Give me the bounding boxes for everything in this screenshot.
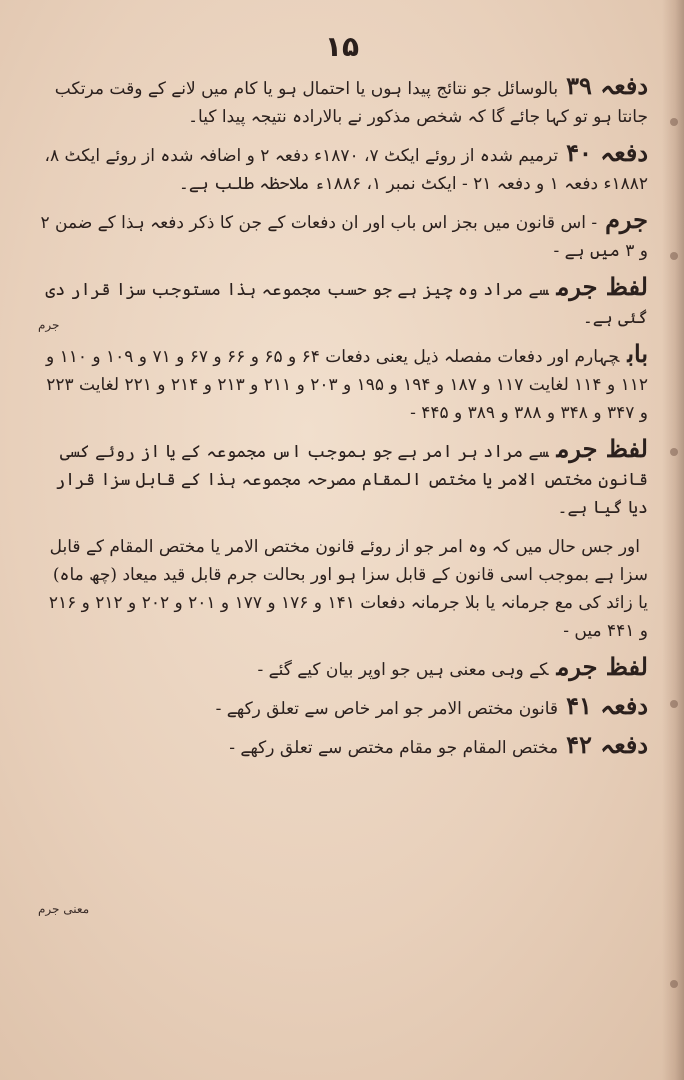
binding-hole xyxy=(670,118,678,126)
page-edge-shadow xyxy=(662,0,684,1080)
paragraph xyxy=(40,731,648,762)
paragraph-text: بالوسائل جو نتائج پیدا ہوں یا احتمال ہو یا کام میں لانے کے وقت مرتکب جانتا ہو تو کہا جائے گا کہ شخص مذکور نے بالارادہ نتیجہ پیدا کیا۔ xyxy=(54,79,648,127)
paragraph xyxy=(40,206,648,265)
binding-hole xyxy=(670,700,678,708)
binding-hole xyxy=(670,980,678,988)
paragraph xyxy=(40,692,648,723)
section-heading: لفظ جرم xyxy=(556,272,648,301)
paragraph-text: - اس قانون میں بجز اس باب اور ان دفعات کے جن کا ذکر دفعہ ہذا کے ضمن ۲ و ۳ میں ہے - xyxy=(40,213,648,261)
paragraph-text: سے مراد ہر امر ہے جو بموجب اس مجموعہ کے یا از روئے کسی قانون مختص الامر یا مختص المقام مصرحہ مجموعہ ہذا کے قابل سزا قرار دیا گیا ہے۔ xyxy=(55,442,648,518)
section-heading: باب xyxy=(627,339,648,368)
paragraph xyxy=(40,653,648,684)
binding-hole xyxy=(670,448,678,456)
margin-note: جرم xyxy=(38,318,60,332)
paragraph-text: سے مراد وہ چیز ہے جو حسب مجموعہ ہذا مستوجب سزا قرار دی گئی ہے۔ xyxy=(45,280,648,328)
section-heading: دفعہ ۴۱ xyxy=(566,691,648,720)
paragraph-text: مختص المقام جو مقام مختص سے تعلق رکھے - xyxy=(229,738,559,758)
paragraph xyxy=(40,530,648,645)
paragraph-text: کے وہی معنی ہیں جو اوپر بیان کیے گئے - xyxy=(257,660,549,680)
paragraph xyxy=(40,435,648,522)
paragraph-text: ترمیم شدہ از روئے ایکٹ ۷، ۱۸۷۰ء دفعہ ۲ و اضافہ شدہ از روئے ایکٹ ۸، ۱۸۸۲ء دفعہ ۱ و دفعہ ۲۱ - ایکٹ نمبر ۱، ۱۸۸۶ء ملاحظہ طلب ہے۔ xyxy=(44,146,648,194)
section-heading: لفظ جرم xyxy=(556,652,648,681)
binding-hole xyxy=(670,252,678,260)
paragraph-text: قانون مختص الامر جو امر خاص سے تعلق رکھے - xyxy=(215,699,559,719)
section-heading: جرم xyxy=(605,205,648,234)
page-number: ۱۵ xyxy=(324,30,360,63)
paragraph xyxy=(40,340,648,427)
paragraph xyxy=(40,139,648,198)
section-heading: دفعہ ۴۲ xyxy=(566,730,648,759)
section-heading: دفعہ ۴۰ xyxy=(566,138,648,167)
section-heading: دفعہ ۳۹ xyxy=(566,71,648,100)
paragraph xyxy=(40,72,648,131)
margin-note: معنی جرم xyxy=(38,902,90,916)
paragraph-text: چہارم اور دفعات مفصلہ ذیل یعنی دفعات ۶۴ و ۶۵ و ۶۶ و ۶۷ و ۷۱ و ۱۰۹ و ۱۱۰ و ۱۱۲ و ۱۱۴ لغایت ۱۱۷ و ۱۸۷ و ۱۹۴ و ۱۹۵ و ۲۰۳ و ۲۱۱ و ۲۱۳ و ۲۱۴ و ۲۲۱ لغایت ۲۲۳ و ۳۴۷ و ۳۴۸ و ۳۸۸ و ۳۸۹ و ۴۴۵ - xyxy=(45,347,648,423)
section-heading: لفظ جرم xyxy=(556,434,648,463)
paragraph xyxy=(40,273,648,332)
body-text xyxy=(40,72,648,770)
paragraph-text: اور جس حال میں کہ وہ امر جو از روئے قانون مختص الامر یا مختص المقام کے قابل سزا ہے بموجب اسی قانون کے قابل سزا ہو اور بحالت جرم قابل قید میعاد (چھ ماہ) یا زائد کی مع جرمانہ یا بلا جرمانہ دفعات ۱۴۱ و ۱۷۶ و ۱۷۷ و ۲۰۱ و ۲۰۲ و ۲۱۲ و ۲۱۶ و ۴۴۱ میں - xyxy=(48,537,648,641)
